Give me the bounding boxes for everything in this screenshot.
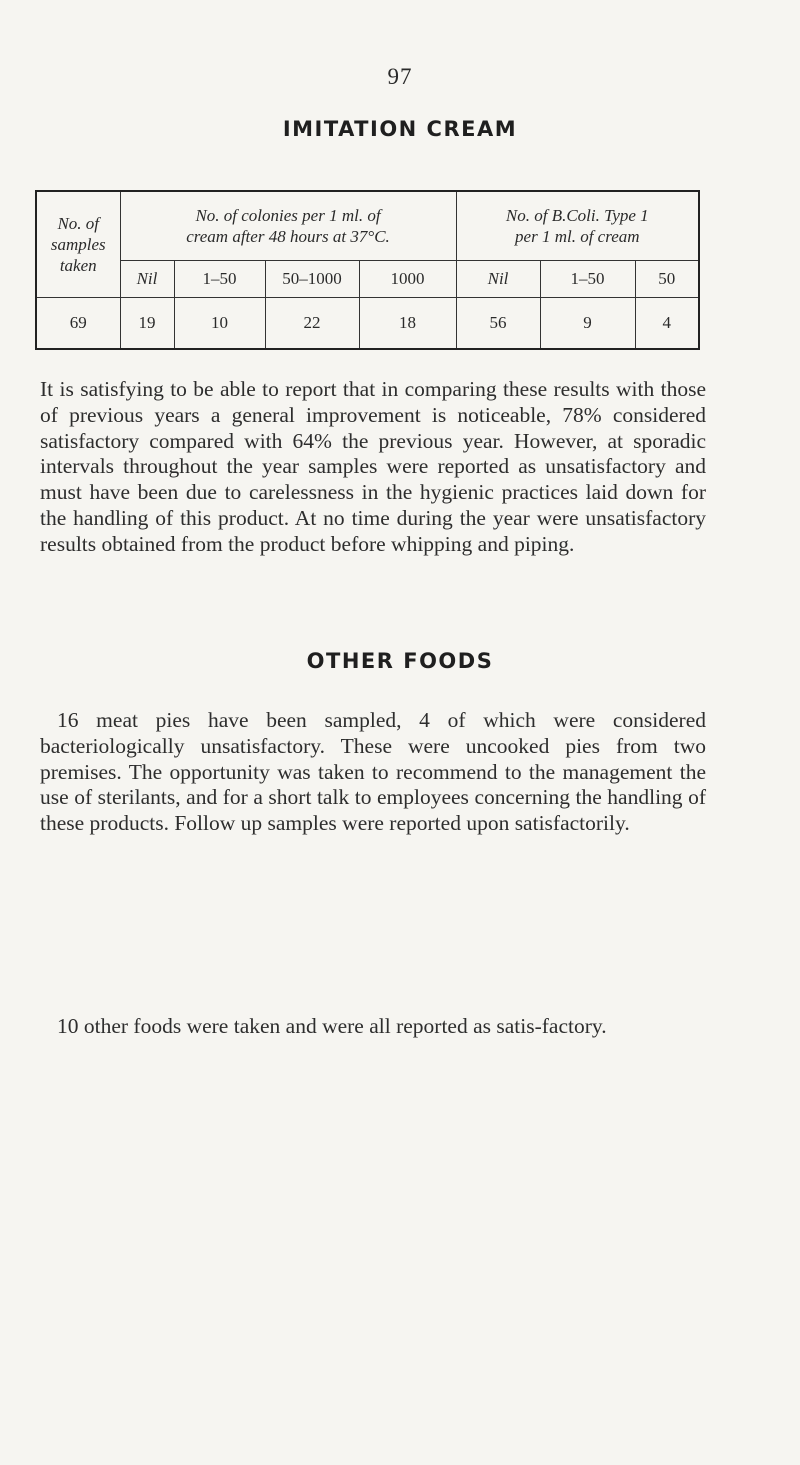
subheader-bcoli-nil: Nil: [456, 261, 540, 298]
section-heading-other-foods: OTHER FOODS: [306, 649, 494, 673]
subheader-colonies-1-50: 1–50: [174, 261, 265, 298]
cell-bcoli-50: 4: [635, 298, 699, 350]
subheader-bcoli-50: 50: [635, 261, 699, 298]
page-number: 97: [387, 64, 413, 89]
section-heading-imitation-cream: IMITATION CREAM: [282, 117, 518, 141]
header-colonies-group: No. of colonies per 1 ml. of cream after 48 hours at 37°C.: [120, 191, 456, 261]
table-header-row: [36, 191, 699, 261]
imitation-cream-paragraph: It is satisfying to be able to report that in comparing these results with those of previous years a general improvement is noticeable, 78% considered satisfactory compared with 64% the previous year. However, at sporadic intervals throughout the year samples were reported as unsatisfactory and must have been due to carelessness in the hygienic practices laid down for the handling of this product. At no time during the year were unsatisfactory results obtained from the product before whipping and piping.: [40, 377, 706, 556]
header-bcoli-group: No. of B.Coli. Type 1 per 1 ml. of cream: [456, 191, 699, 261]
subheader-bcoli-1-50: 1–50: [540, 261, 635, 298]
other-foods-paragraph-meat-pies: 16 meat pies have been sampled, 4 of which were considered bacteriologically unsatisfactory. These were uncooked pies from two premises. The opportunity was taken to recommend to the management the use of sterilants, and for a short talk to employees concerning the handling of these products. Follow up samples were reported upon satisfactorily.: [40, 708, 706, 836]
subheader-colonies-nil: Nil: [120, 261, 174, 298]
header-samples-taken: No. of samples taken: [36, 191, 120, 298]
cell-colonies-50-1000: 22: [265, 298, 359, 350]
table-row: [36, 298, 699, 350]
imitation-cream-results-table: [35, 190, 700, 350]
cell-colonies-1000: 18: [359, 298, 456, 350]
subheader-colonies-50-1000: 50–1000: [265, 261, 359, 298]
cell-bcoli-1-50: 9: [540, 298, 635, 350]
cell-colonies-nil: 19: [120, 298, 174, 350]
cell-samples: 69: [36, 298, 120, 350]
cell-bcoli-nil: 56: [456, 298, 540, 350]
cell-colonies-1-50: 10: [174, 298, 265, 350]
table-subheader-row: [36, 261, 699, 298]
other-foods-paragraph-other: 10 other foods were taken and were all reported as satis-factory.: [57, 1014, 607, 1038]
subheader-colonies-1000: 1000: [359, 261, 456, 298]
